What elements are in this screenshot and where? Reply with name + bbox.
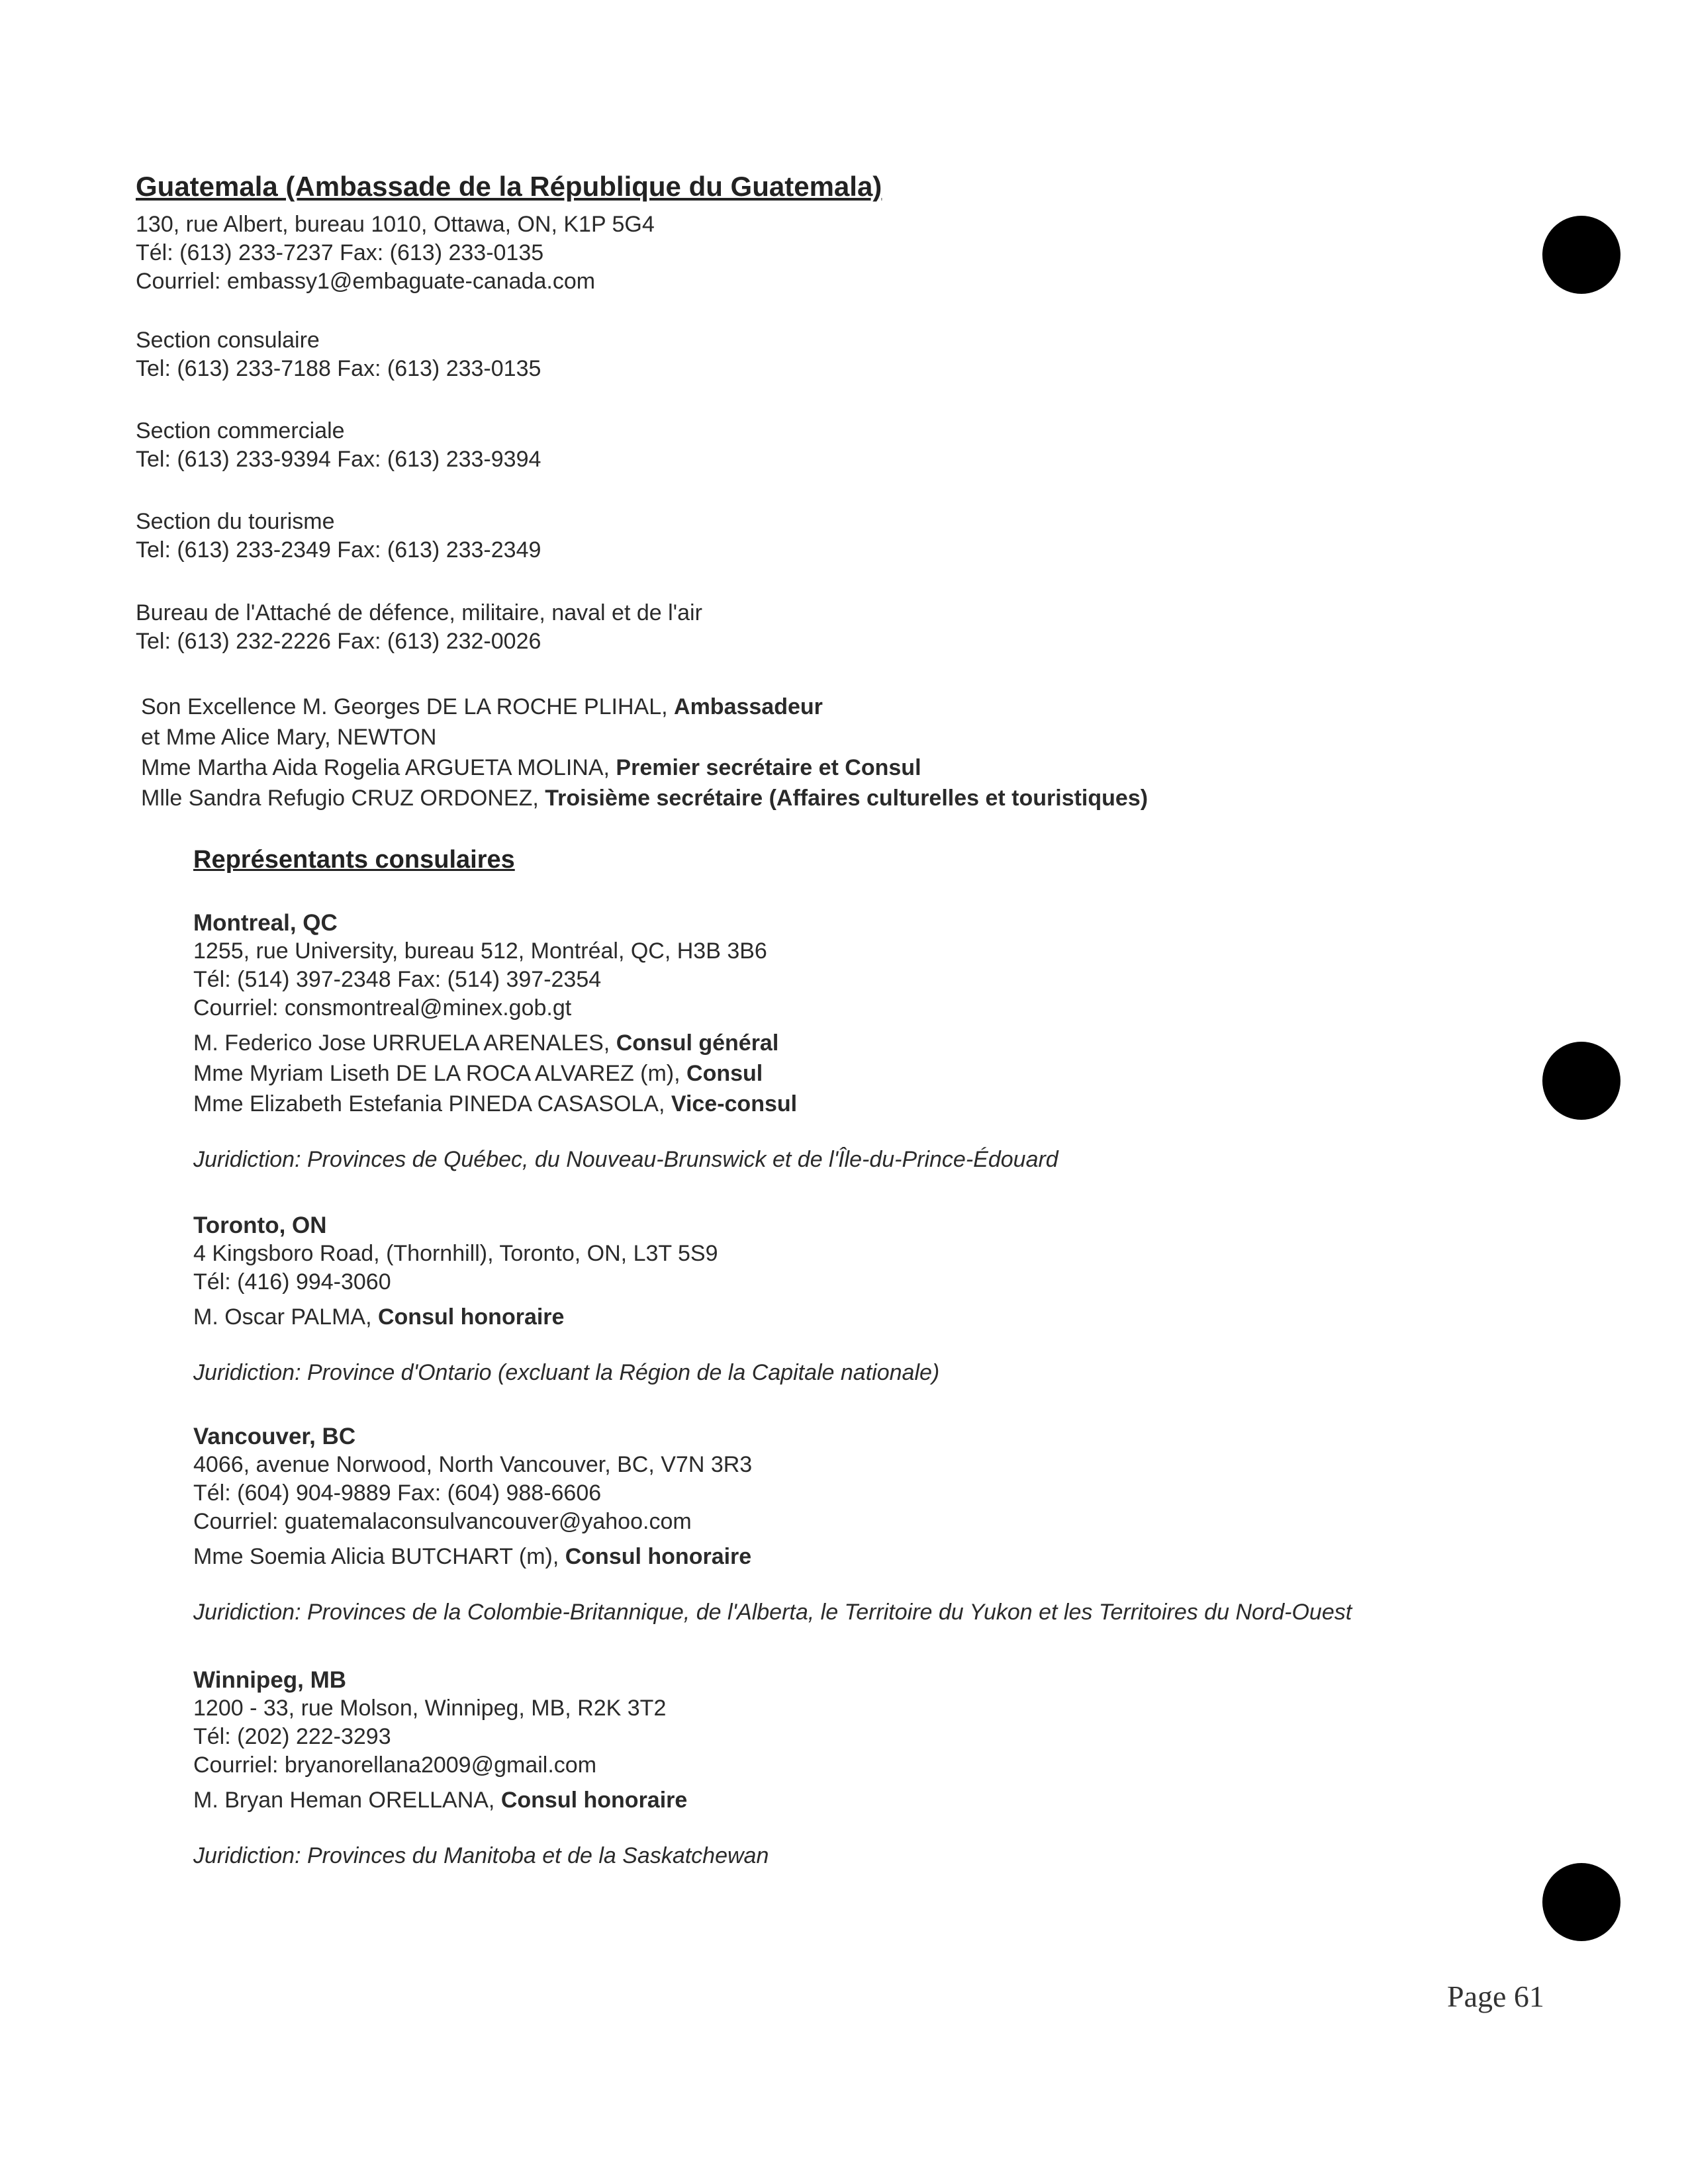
person-name: M. Oscar PALMA, xyxy=(193,1304,378,1330)
person-role: Consul honoraire xyxy=(565,1544,752,1569)
staff-entry xyxy=(141,783,1148,813)
consulate-people xyxy=(193,1028,1058,1119)
person-role: Consul xyxy=(686,1061,763,1086)
person-entry xyxy=(193,1058,1058,1089)
staff-role: Troisième secrétaire (Affaires culturelles et touristiques) xyxy=(545,786,1149,811)
consulate-city: Vancouver, BC xyxy=(193,1424,356,1449)
consulate-email: Courriel: guatemalaconsulvancouver@yahoo.com xyxy=(193,1509,692,1534)
consulate-city: Toronto, ON xyxy=(193,1212,327,1238)
person-name: Mme Soemia Alicia BUTCHART (m), xyxy=(193,1544,565,1569)
consulate-vancouver xyxy=(193,1422,1352,1627)
consular-heading: Représentants consulaires xyxy=(193,846,515,874)
punch-hole xyxy=(1542,1042,1620,1120)
person-name: M. Federico Jose URRUELA ARENALES, xyxy=(193,1030,616,1056)
consulate-people xyxy=(193,1541,1352,1572)
consulate-address: 4 Kingsboro Road, (Thornhill), Toronto, ON, L3T 5S9 xyxy=(193,1241,718,1266)
consulate-email: Courriel: consmontreal@minex.gob.gt xyxy=(193,995,572,1021)
person-role: Consul général xyxy=(616,1030,779,1056)
section-defence-attache xyxy=(136,599,702,656)
person-role: Consul honoraire xyxy=(500,1788,688,1813)
consulate-jurisdiction: Juridiction: Provinces de Québec, du Nouveau-Brunswick et de l'Île-du-Prince-Édouard xyxy=(193,1147,1058,1172)
person-role: Vice-consul xyxy=(671,1091,798,1116)
staff-entry xyxy=(141,722,1148,752)
page-number: Page 61 xyxy=(1447,1979,1544,2013)
consulate-address: 1200 - 33, rue Molson, Winnipeg, MB, R2K 3T2 xyxy=(193,1696,667,1721)
consulate-phone: Tél: (604) 904-9889 Fax: (604) 988-6606 xyxy=(193,1480,602,1506)
person-role: Consul honoraire xyxy=(377,1304,565,1330)
person-name: Mme Elizabeth Estefania PINEDA CASASOLA, xyxy=(193,1091,671,1116)
consulate-winnipeg xyxy=(193,1666,769,1870)
section-phone: Tel: (613) 233-2349 Fax: (613) 233-2349 xyxy=(136,537,541,563)
section-commerciale xyxy=(136,417,541,474)
staff-entry xyxy=(141,752,1148,783)
embassy-staff xyxy=(141,692,1148,813)
staff-name: Mlle Sandra Refugio CRUZ ORDONEZ, xyxy=(141,786,545,811)
consulate-phone: Tél: (416) 994-3060 xyxy=(193,1269,391,1295)
embassy-title: Guatemala (Ambassade de la République du Guatemala) xyxy=(136,171,882,202)
person-entry xyxy=(193,1028,1058,1058)
consulate-email: Courriel: bryanorellana2009@gmail.com xyxy=(193,1752,597,1778)
section-consulaire xyxy=(136,326,541,383)
consulate-people xyxy=(193,1785,769,1815)
consulate-phone: Tél: (202) 222-3293 xyxy=(193,1724,391,1749)
consulate-jurisdiction: Juridiction: Province d'Ontario (excluant la Région de la Capitale nationale) xyxy=(193,1360,940,1385)
consulate-toronto xyxy=(193,1211,939,1387)
person-entry xyxy=(193,1089,1058,1119)
embassy-address: 130, rue Albert, bureau 1010, Ottawa, ON, K1P 5G4 xyxy=(136,212,655,237)
section-tourisme xyxy=(136,508,541,565)
person-entry xyxy=(193,1302,939,1332)
consulate-address: 1255, rue University, bureau 512, Montréal, QC, H3B 3B6 xyxy=(193,938,767,964)
consulate-city: Montreal, QC xyxy=(193,910,338,936)
person-name: M. Bryan Heman ORELLANA, xyxy=(193,1788,501,1813)
consulate-address: 4066, avenue Norwood, North Vancouver, BC, V7N 3R3 xyxy=(193,1452,753,1477)
staff-name: Son Excellence M. Georges DE LA ROCHE PLIHAL, xyxy=(141,694,675,719)
punch-hole xyxy=(1542,1863,1620,1941)
section-phone: Tel: (613) 232-2226 Fax: (613) 232-0026 xyxy=(136,629,541,654)
consulate-city: Winnipeg, MB xyxy=(193,1667,347,1693)
staff-name: Mme Martha Aida Rogelia ARGUETA MOLINA, xyxy=(141,755,616,780)
staff-role: Ambassadeur xyxy=(674,694,823,719)
person-entry xyxy=(193,1785,769,1815)
staff-name: et Mme Alice Mary, NEWTON xyxy=(141,725,437,750)
person-entry xyxy=(193,1541,1352,1572)
person-name: Mme Myriam Liseth DE LA ROCA ALVAREZ (m), xyxy=(193,1061,687,1086)
punch-hole xyxy=(1542,216,1620,294)
embassy-contact xyxy=(136,210,655,296)
consulate-people xyxy=(193,1302,939,1332)
section-name: Section consulaire xyxy=(136,328,320,353)
consulate-montreal xyxy=(193,909,1058,1174)
section-name: Bureau de l'Attaché de défence, militaire, naval et de l'air xyxy=(136,600,702,625)
section-phone: Tel: (613) 233-9394 Fax: (613) 233-9394 xyxy=(136,447,541,472)
consulate-phone: Tél: (514) 397-2348 Fax: (514) 397-2354 xyxy=(193,967,602,992)
embassy-phone: Tél: (613) 233-7237 Fax: (613) 233-0135 xyxy=(136,240,544,265)
staff-role: Premier secrétaire et Consul xyxy=(616,755,921,780)
consulate-jurisdiction: Juridiction: Provinces du Manitoba et de la Saskatchewan xyxy=(193,1843,769,1868)
embassy-email: Courriel: embassy1@embaguate-canada.com xyxy=(136,269,596,294)
section-name: Section commerciale xyxy=(136,418,345,443)
staff-entry xyxy=(141,692,1148,722)
section-name: Section du tourisme xyxy=(136,509,335,534)
section-phone: Tel: (613) 233-7188 Fax: (613) 233-0135 xyxy=(136,356,541,381)
consulate-jurisdiction: Juridiction: Provinces de la Colombie-Britannique, de l'Alberta, le Territoire du Yukon et les Territoires du Nord-Ouest xyxy=(193,1600,1352,1625)
